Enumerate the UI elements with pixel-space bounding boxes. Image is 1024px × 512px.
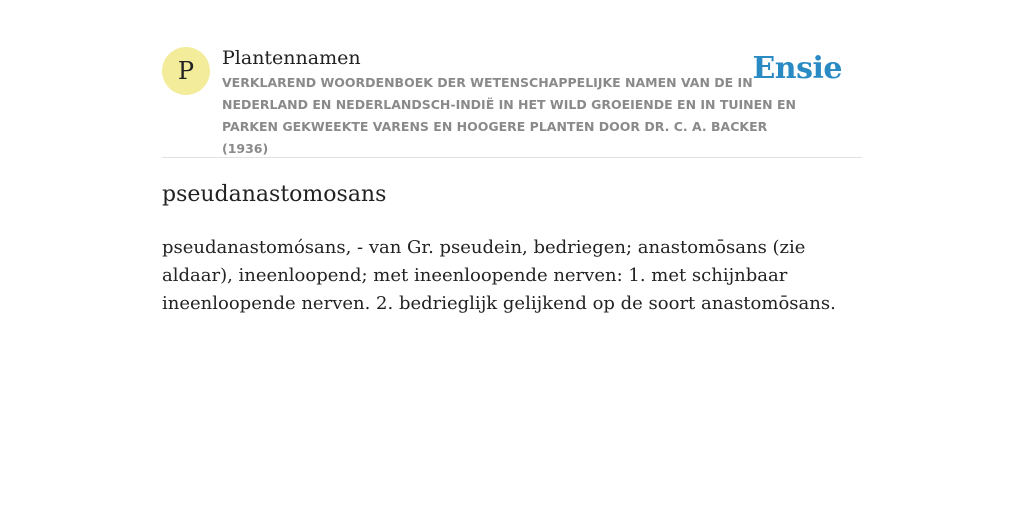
source-header [162,45,862,158]
source-description: VERKLAREND WOORDENBOEK DER WETENSCHAPPELIJKE NAMEN VAN DE IN NEDERLAND EN NEDERLANDSCH-INDIË IN HET WILD GROEIENDE EN IN TUINEN EN PARKEN GEKWEEKTE VARENS EN HOOGERE PLANTEN DOOR DR. C. A. BACKER (1936) [222,75,796,156]
source-avatar: P [162,47,210,95]
entry-title: pseudanastomosans [162,182,387,207]
entry-definition: pseudanastomósans, - van Gr. pseudein, bedriegen; anastomōsans (zie aldaar), ineenloopend; met ineenloopende nerven: 1. met schijnbaar ineenloopende nerven. 2. bedrieglijk gelijkend op de soort anastomōsans. [162,237,836,314]
brand-logo[interactable]: Ensie [752,51,842,86]
source-title[interactable]: Plantennamen [222,47,361,69]
